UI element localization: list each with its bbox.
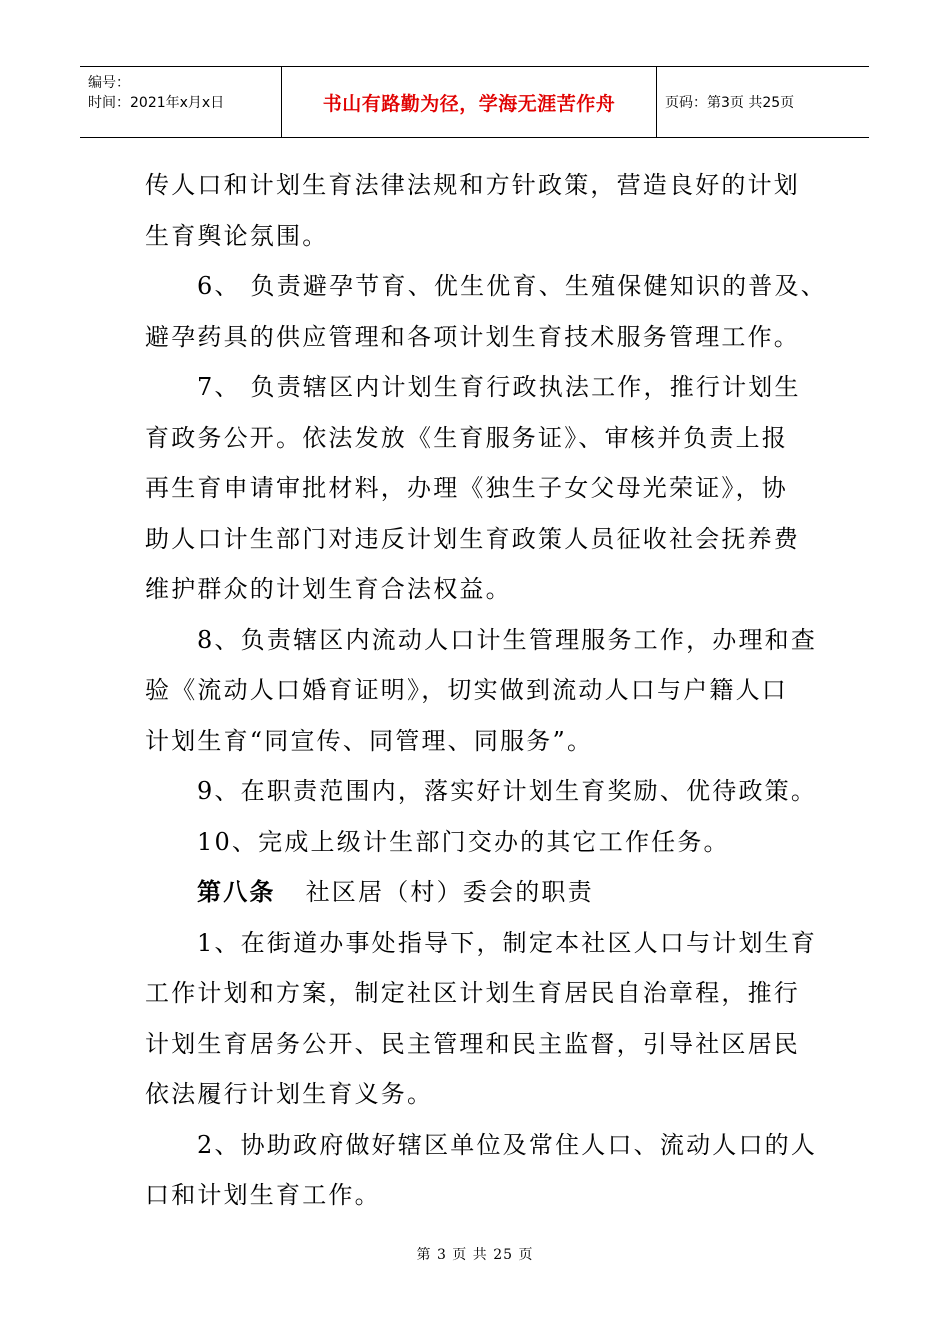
article-heading-line xyxy=(145,867,815,918)
text-line: 生育舆论氛围。 xyxy=(145,221,329,250)
number-label: 编号： xyxy=(88,75,130,91)
text-line: 维护群众的计划生育合法权益。 xyxy=(145,575,512,603)
text-line: 育政务公开。依法发放《生育服务证》、审核并负责上报 xyxy=(145,423,788,452)
text-line: 10、完成上级计生部门交办的其它工作任务。 xyxy=(197,827,730,856)
text-line: 2、协助政府做好辖区单位及常住人口、流动人口的人 xyxy=(197,1130,818,1159)
text-line: 计划生育居务公开、民主管理和民主监督，引导社区居民 xyxy=(145,1029,800,1058)
page-footer: 第 3 页 共 25 页 xyxy=(416,1247,534,1263)
text-line: 助人口计生部门对违反计划生育政策人员征收社会抚养费 xyxy=(145,524,800,553)
text-line: 7、 负责辖区内计划生育行政执法工作，推行计划生 xyxy=(197,373,801,401)
header-meta xyxy=(80,67,282,137)
article-title: 社区居（村）委会的职责 xyxy=(305,878,594,906)
text-line: 传人口和计划生育法律法规和方针政策，营造良好的计划 xyxy=(145,171,800,199)
text-line: 依法履行计划生育义务。 xyxy=(145,1080,434,1108)
header-page-info: 页码：第3页 共25页 xyxy=(665,95,795,111)
text-line: 1、在街道办事处指导下，制定本社区人口与计划生育 xyxy=(197,928,818,957)
text-line: 口和计划生育工作。 xyxy=(145,1181,381,1209)
text-line: 再生育申请审批材料，办理《独生子女父母光荣证》，协 xyxy=(145,474,788,502)
page-header xyxy=(80,66,869,138)
text-line: 验《流动人口婚育证明》，切实做到流动人口与户籍人口 xyxy=(145,676,788,704)
text-line: 6、 负责避孕节育、优生优育、生殖保健知识的普及、 xyxy=(197,272,827,300)
text-line: 9、在职责范围内，落实好计划生育奖励、优待政策。 xyxy=(197,777,818,805)
text-line: 计划生育“同宣传、同管理、同服务”。 xyxy=(145,726,594,755)
header-motto: 书山有路勤为径，学海无涯苦作舟 xyxy=(282,67,657,137)
document-body xyxy=(145,160,827,1221)
time-label: 时间：2021年x月x日 xyxy=(88,95,225,111)
text-line: 避孕药具的供应管理和各项计划生育技术服务管理工作。 xyxy=(145,322,800,351)
text-line: 8、负责辖区内流动人口计生管理服务工作，办理和查 xyxy=(197,625,818,654)
article-number: 第八条 xyxy=(197,878,276,906)
text-line: 工作计划和方案，制定社区计划生育居民自治章程，推行 xyxy=(145,979,800,1007)
